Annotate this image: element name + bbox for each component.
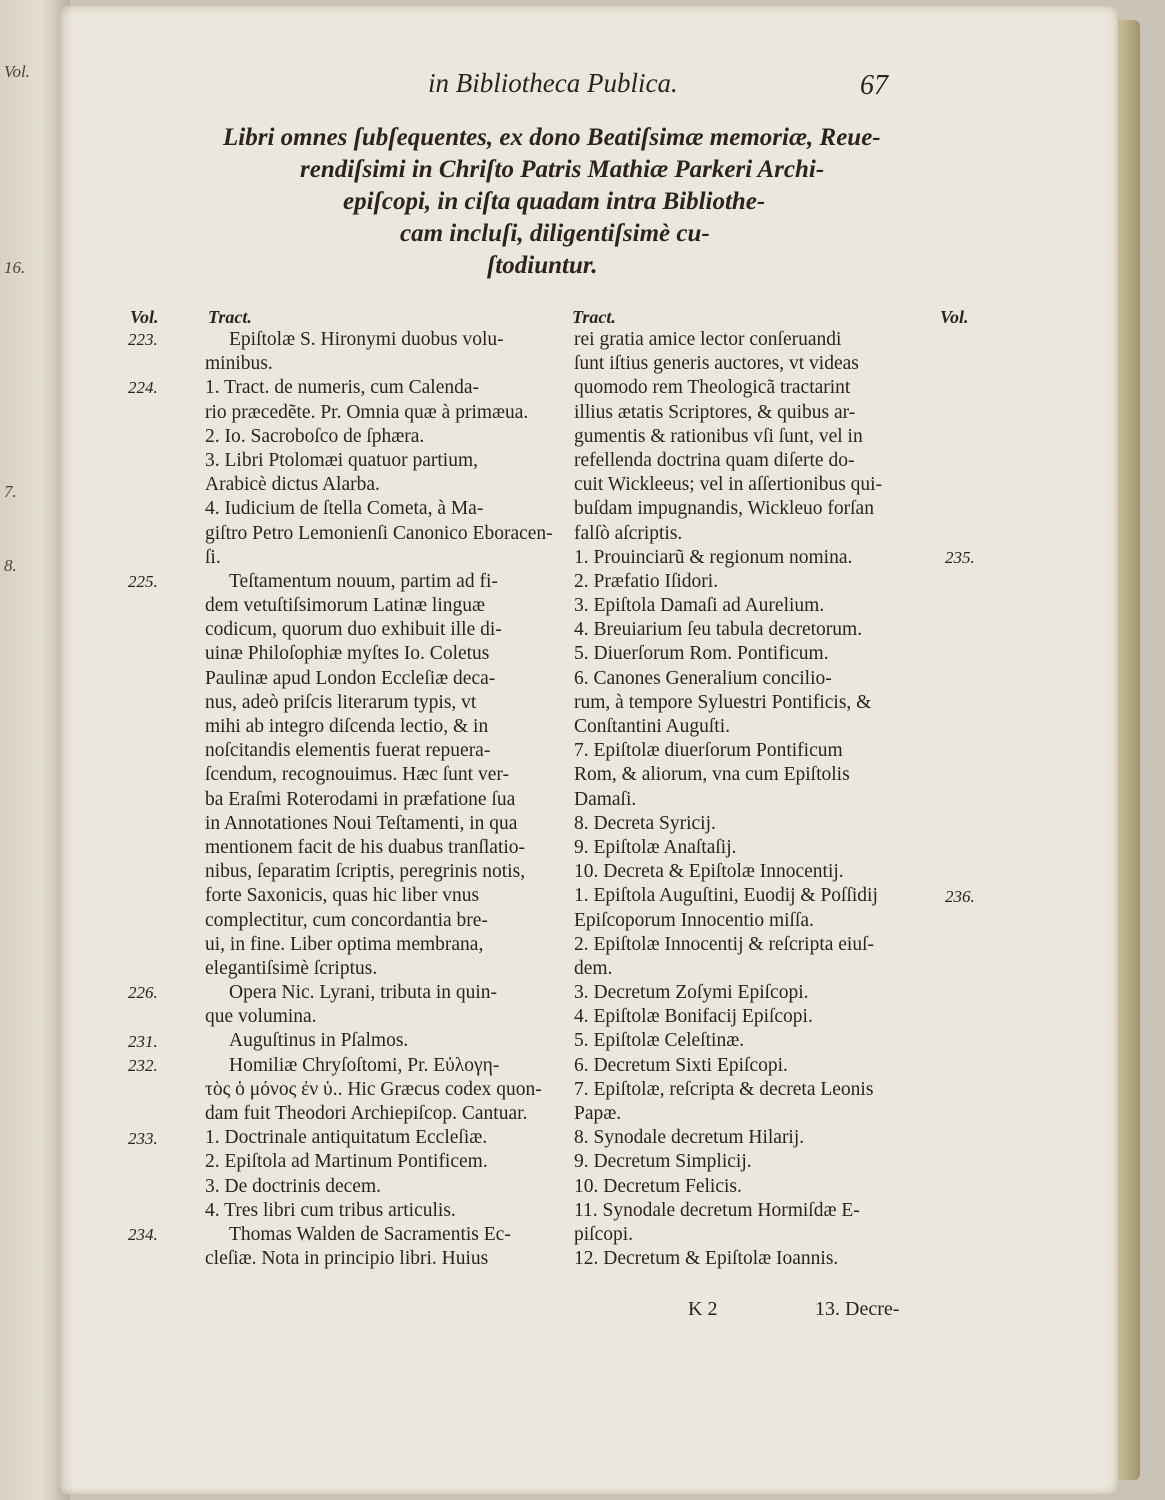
text-line: 4. Tres libri cum tribus articulis. xyxy=(205,1199,456,1221)
text-line: quomodo rem Theologicã tractarint xyxy=(574,377,851,399)
text-line: 3. Epiſtola Damaſi ad Aurelium. xyxy=(574,595,825,617)
text-line: τὸς ὁ μόνος ἐν ὑ.. Hic Græcus codex quon- xyxy=(205,1078,542,1100)
text-line: complectitur, cum concordantia bre- xyxy=(205,909,488,931)
text-line: ba Eraſmi Roterodami in præfatione ſua xyxy=(205,788,516,810)
text-line: 2. Epiſtola ad Martinum Pontificem. xyxy=(205,1151,488,1173)
text-line: 7. Epiſtolæ diuerſorum Pontificum xyxy=(574,740,843,762)
text-line: mihi ab integro diſcenda lectio, & in xyxy=(205,716,489,737)
text-line: 8. Synodale decretum Hilarij. xyxy=(574,1127,805,1149)
margin-mark: 16. xyxy=(4,258,26,277)
text-line: nibus, ſeparatim ſcriptis, peregrinis notis, xyxy=(205,861,526,883)
margin-mark: 8. xyxy=(4,556,17,575)
text-line: dam fuit Theodori Archiepiſcop. Cantuar. xyxy=(205,1103,528,1124)
text-line: 9. Decretum Simplicij. xyxy=(574,1151,752,1173)
catchword: 13. Decre- xyxy=(815,1298,900,1320)
text-line: forte Saxonicis, quas hic liber vnus xyxy=(205,885,480,907)
vol-header-right: Vol. xyxy=(940,307,969,327)
text-line: mentionem facit de his duabus tranſlatio- xyxy=(205,836,526,858)
volume-number: 226. xyxy=(128,983,158,1003)
text-line: Rom, & aliorum, vna cum Epiſtolis xyxy=(574,764,850,786)
text-line: 2. Præfatio Iſidori. xyxy=(574,570,719,592)
text-line: 3. Decretum Zoſymi Epiſcopi. xyxy=(574,982,809,1004)
volume-number: 231. xyxy=(128,1031,158,1051)
text-line: 1. Prouinciarũ & regionum nomina. xyxy=(574,546,853,568)
text-line: 1. Epiſtola Auguſtini, Euodij & Poſſidij xyxy=(574,885,878,907)
text-line: Teſtamentum nouum, partim ad fi- xyxy=(229,570,498,592)
text-line: Paulinæ apud London Eccleſiæ deca- xyxy=(205,667,496,689)
text-line: 10. Decretum Felicis. xyxy=(574,1175,742,1197)
text-line: ſunt iſtius generis auctores, vt videas xyxy=(574,353,859,375)
text-line: 4. Iudicium de ſtella Cometa, à Ma- xyxy=(205,498,484,520)
volume-number: 236. xyxy=(945,886,975,906)
text-line: 4. Breuiarium ſeu tabula decretorum. xyxy=(574,619,863,641)
text-line: codicum, quorum duo exhibuit ille di- xyxy=(205,619,502,641)
text-line: 8. Decreta Syricij. xyxy=(574,812,716,834)
margin-mark: 7. xyxy=(4,482,17,501)
title-line: epiſcopi, in ciſta quadam intra Bibliothe- xyxy=(343,188,766,215)
text-line: minibus. xyxy=(205,353,273,375)
text-line: elegantiſsimè ſcriptus. xyxy=(205,957,378,979)
volume-number: 234. xyxy=(128,1225,158,1245)
text-line: Arabicè dictus Alarba. xyxy=(205,474,380,496)
text-line: noſcitandis elementis fuerat repuera- xyxy=(205,740,491,762)
text-line: que volumina. xyxy=(205,1006,317,1028)
right-column xyxy=(574,328,919,1271)
page-number: 67 xyxy=(860,70,888,101)
text-line: 6. Canones Generalium concilio- xyxy=(574,667,832,689)
text-line: rum, à tempore Syluestri Pontificis, & xyxy=(574,691,872,713)
volume-number: 232. xyxy=(128,1056,158,1075)
text-line: Damaſi. xyxy=(574,788,637,810)
title-line: cam incluſi, diligentiſsimè cu- xyxy=(400,220,710,247)
volume-number: 233. xyxy=(128,1128,158,1148)
left-column xyxy=(205,328,555,1271)
text-line: illius ætatis Scriptores, & quibus ar- xyxy=(574,401,856,423)
text-line: falſò aſcriptis. xyxy=(574,522,683,544)
text-line: Homiliæ Chryſoſtomi, Pr. Εὐλογη- xyxy=(229,1054,500,1076)
text-line: 2. Io. Sacroboſco de ſphæra. xyxy=(205,425,425,447)
text-line: dem vetuſtiſsimorum Latinæ linguæ xyxy=(205,595,486,617)
text-line: ſi. xyxy=(205,546,221,568)
text-line: giſtro Petro Lemonienſi Canonico Eboracen- xyxy=(205,522,553,544)
text-line: 7. Epiſtolæ, reſcripta & decreta Leonis xyxy=(574,1078,874,1100)
volume-number: 235. xyxy=(945,547,975,567)
text-line: 4. Epiſtolæ Bonifacij Epiſcopi. xyxy=(574,1006,813,1028)
title-line: ſtodiuntur. xyxy=(487,252,598,279)
text-line: Opera Nic. Lyrani, tributa in quin- xyxy=(229,982,498,1004)
text-line: refellenda doctrina quam diſerte do- xyxy=(574,449,855,471)
text-line: 11. Synodale decretum Hormiſdæ E- xyxy=(574,1199,860,1221)
text-line: 3. Libri Ptolomæi quatuor partium, xyxy=(205,449,478,471)
text-line: in Annotationes Noui Teſtamenti, in qua xyxy=(205,812,518,834)
text-line: Epiſtolæ S. Hironymi duobus volu- xyxy=(229,329,504,350)
text-line: 3. De doctrinis decem. xyxy=(205,1175,381,1197)
text-line: 1. Tract. de numeris, cum Calenda- xyxy=(205,377,480,399)
margin-mark: Vol. xyxy=(4,62,30,81)
text-line: nus, adeò priſcis literarum typis, vt xyxy=(205,691,477,713)
text-line: 9. Epiſtolæ Anaſtaſij. xyxy=(574,836,737,858)
text-line: 1. Doctrinale antiquitatum Eccleſiæ. xyxy=(205,1127,488,1149)
text-line: 2. Epiſtolæ Innocentij & reſcripta eiuſ- xyxy=(574,933,875,955)
title-line: rendiſsimi in Chriſto Patris Mathiæ Parkeri Archi- xyxy=(300,156,825,183)
tract-header-right: Tract. xyxy=(572,307,616,327)
text-line: piſcopi. xyxy=(574,1223,634,1245)
text-line: rio præcedẽte. Pr. Omnia quæ à primæua. xyxy=(205,401,529,423)
text-line: 10. Decreta & Epiſtolæ Innocentij. xyxy=(574,861,844,883)
text-line: 5. Diuerſorum Rom. Pontificum. xyxy=(574,643,829,665)
tract-header-left: Tract. xyxy=(208,307,252,327)
text-line: 12. Decretum & Epiſtolæ Ioannis. xyxy=(574,1248,839,1270)
text-line: uinæ Philoſophiæ myſtes Io. Coletus xyxy=(205,643,490,665)
text-line: cleſiæ. Nota in principio libri. Huius xyxy=(205,1248,489,1270)
text-line: Papæ. xyxy=(574,1103,622,1124)
text-line: Auguſtinus in Pſalmos. xyxy=(229,1030,409,1052)
text-line: gumentis & rationibus vſi ſunt, vel in xyxy=(574,425,863,447)
text-line: rei gratia amice lector conſeruandi xyxy=(574,329,842,350)
text-line: Conſtantini Auguſti. xyxy=(574,716,731,737)
text-line: Thomas Walden de Sacramentis Ec- xyxy=(229,1223,511,1245)
volume-number: 225. xyxy=(128,572,158,591)
text-line: cuit Wickleeus; vel in aſſertionibus qui- xyxy=(574,474,883,496)
volume-number: 224. xyxy=(128,378,158,398)
text-line: 5. Epiſtolæ Celeſtinæ. xyxy=(574,1030,745,1052)
text-line: ui, in fine. Liber optima membrana, xyxy=(205,933,484,955)
running-head: in Bibliotheca Publica. xyxy=(428,68,678,98)
text-line: buſdam impugnandis, Wickleuo forſan xyxy=(574,498,874,520)
volume-number: 223. xyxy=(128,330,158,349)
text-line: Epiſcoporum Innocentio miſſa. xyxy=(574,909,814,931)
text-line: 6. Decretum Sixti Epiſcopi. xyxy=(574,1054,788,1076)
section-title xyxy=(215,122,895,282)
text-line: ſcendum, recognouimus. Hæc ſunt ver- xyxy=(205,764,509,786)
text-line: dem. xyxy=(574,957,613,979)
title-line: Libri omnes ſubſequentes, ex dono Beatiſsimæ memoriæ, Reue- xyxy=(223,124,881,151)
vol-header-left: Vol. xyxy=(130,307,159,327)
signature-mark: K 2 xyxy=(688,1298,718,1320)
